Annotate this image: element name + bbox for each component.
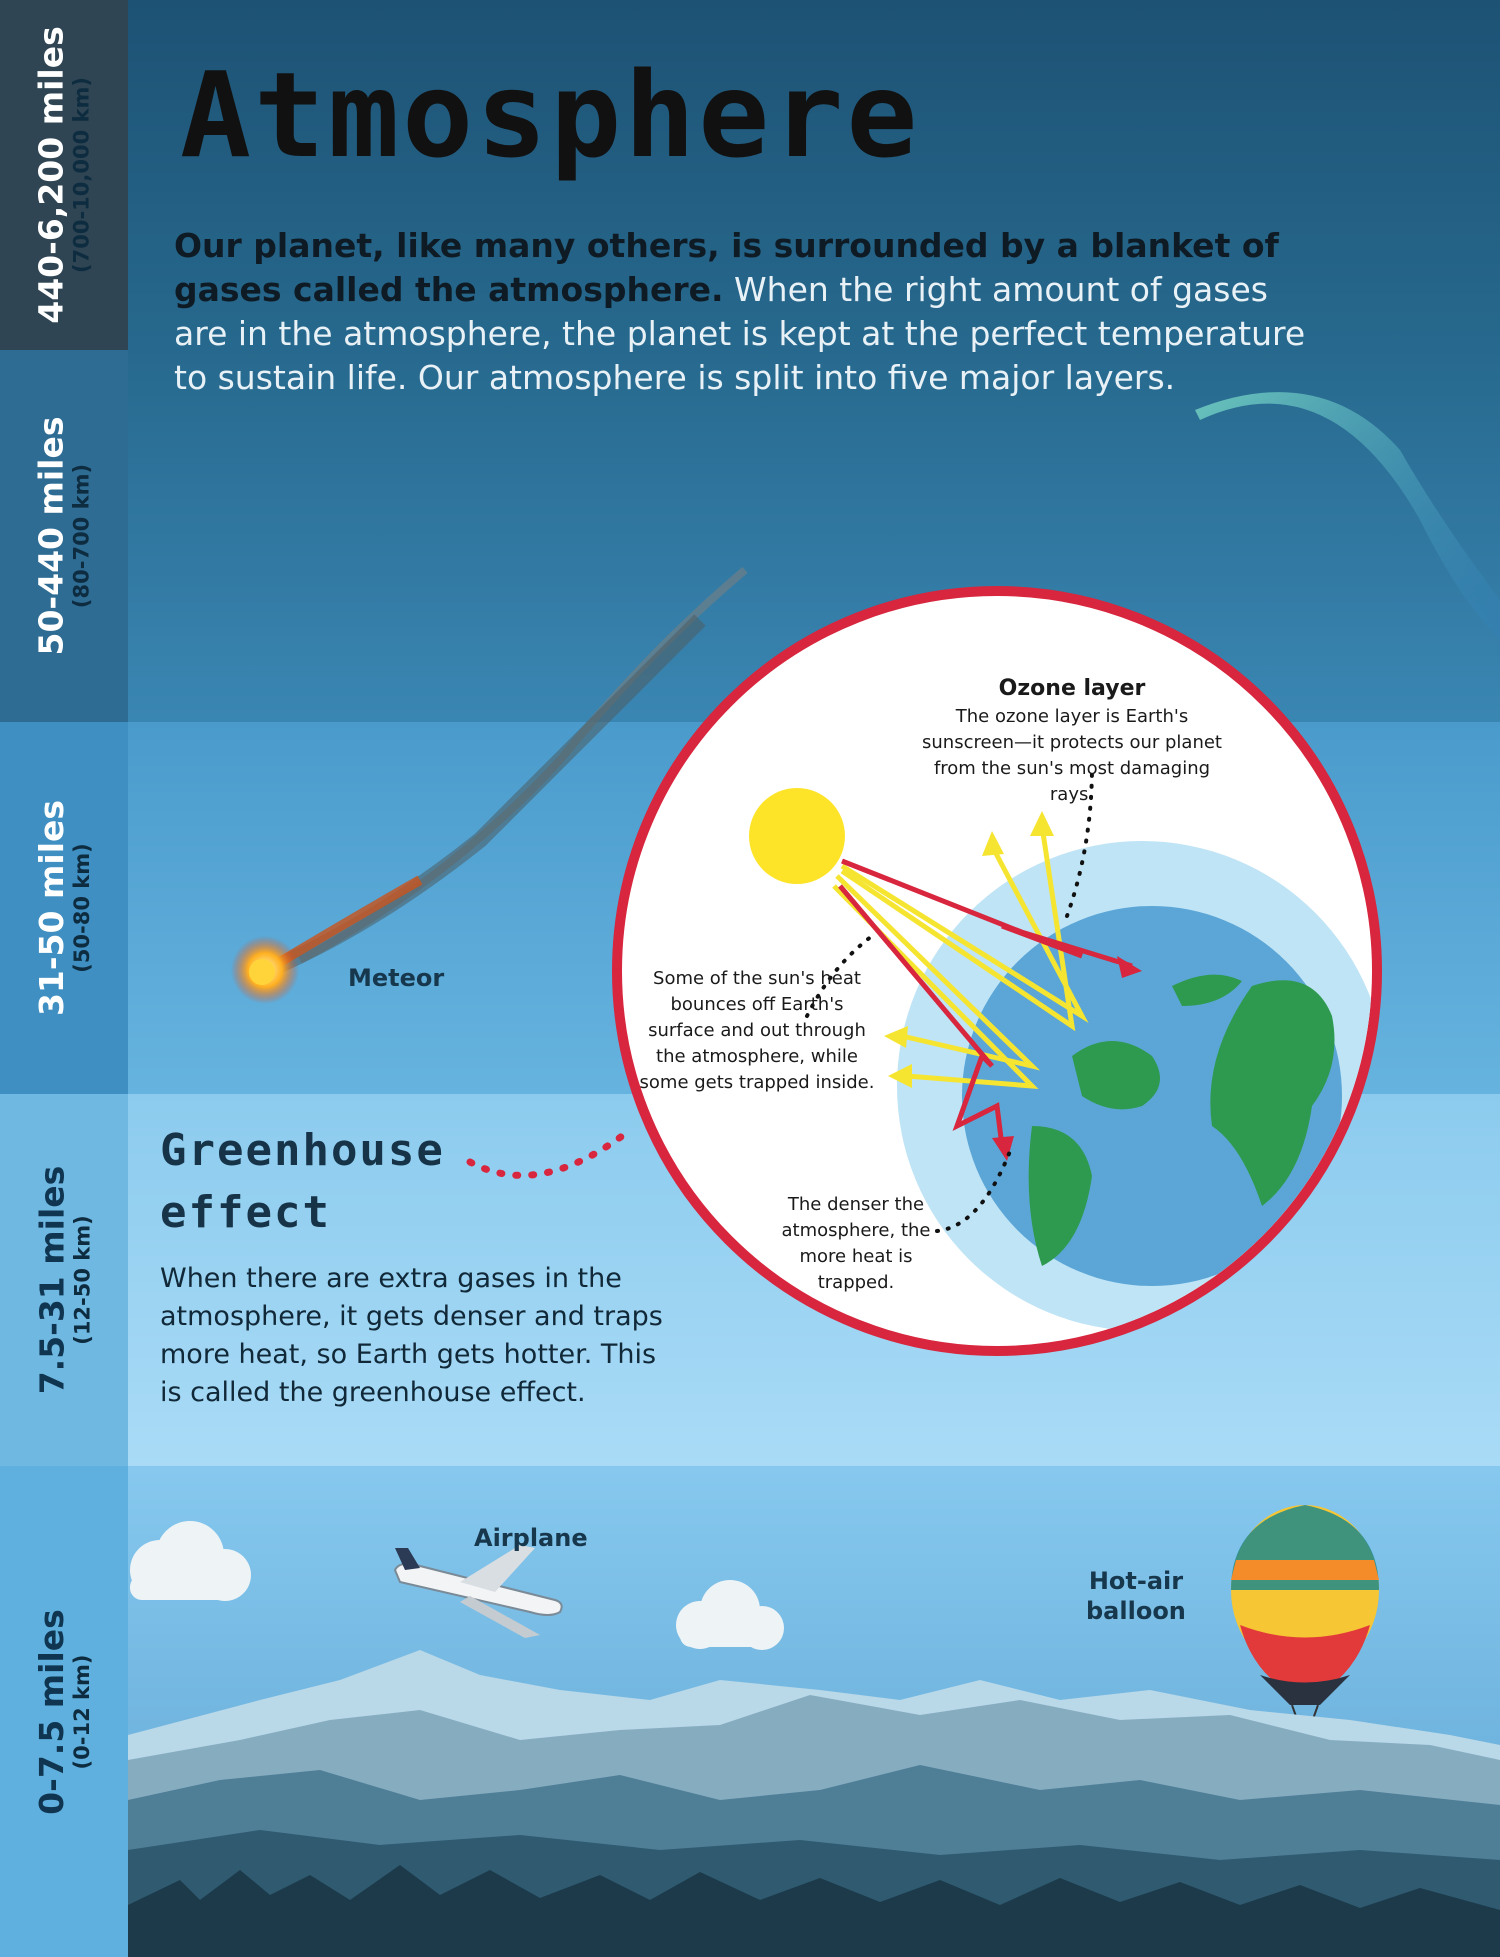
altitude-miles: 7.5-31 miles [32, 1165, 72, 1395]
cloud-icon [130, 1521, 251, 1601]
ozone-text: The ozone layer is Earth's sunscreen—it protects our planet from the sun's most damaging rays. [922, 706, 1222, 805]
altitude-km: (700-10,000 km) [70, 77, 95, 273]
meteor-label: Meteor [348, 964, 445, 992]
intro-text: When the right amount of gases are in the atmosphere, the planet is kept at the perfect temperature to sustain life. Our atmosphere is split into five major layers. [174, 270, 1306, 397]
balloon-label [1086, 1566, 1186, 1626]
heat-annotation: Some of the sun's heat bounces off Earth's surface and out through the atmosphere, while some gets trapped inside. [639, 968, 875, 1093]
balloon-label-line1: Hot-air [1088, 1567, 1184, 1595]
intro-bold-text: Our planet, like many others, is surrounded by a blanket of gases called the atmosphere. [174, 226, 1279, 309]
altitude-miles: 440-6,200 miles [32, 26, 72, 324]
altitude-km: (12-50 km) [70, 1215, 95, 1345]
altitude-miles: 31-50 miles [32, 799, 72, 1017]
page-title: Atmosphere [180, 46, 921, 184]
denser-annotation: The denser the atmosphere, the more heat is trapped. [781, 1194, 931, 1293]
greenhouse-title-line2: effect [160, 1187, 331, 1238]
greenhouse-title-line1: Greenhouse [160, 1125, 445, 1176]
ozone-title: Ozone layer [998, 676, 1146, 701]
greenhouse-text: When there are extra gases in the atmosphere, it gets denser and traps more heat, so Earth gets hotter. This is called the greenhouse effect. [160, 1263, 663, 1408]
balloon-label-line2: balloon [1086, 1597, 1186, 1625]
altitude-miles: 50-440 miles [32, 416, 71, 656]
altitude-km: (0-12 km) [70, 1654, 95, 1769]
altitude-km: (50-80 km) [70, 843, 95, 973]
hot-air-balloon-icon [1231, 1505, 1379, 1734]
airplane-icon [395, 1545, 562, 1638]
airplane-label: Airplane [474, 1524, 588, 1552]
cloud-icon [676, 1580, 784, 1650]
altitude-miles: 0-7.5 miles [32, 1608, 72, 1815]
altitude-km: (80-700 km) [70, 463, 94, 609]
